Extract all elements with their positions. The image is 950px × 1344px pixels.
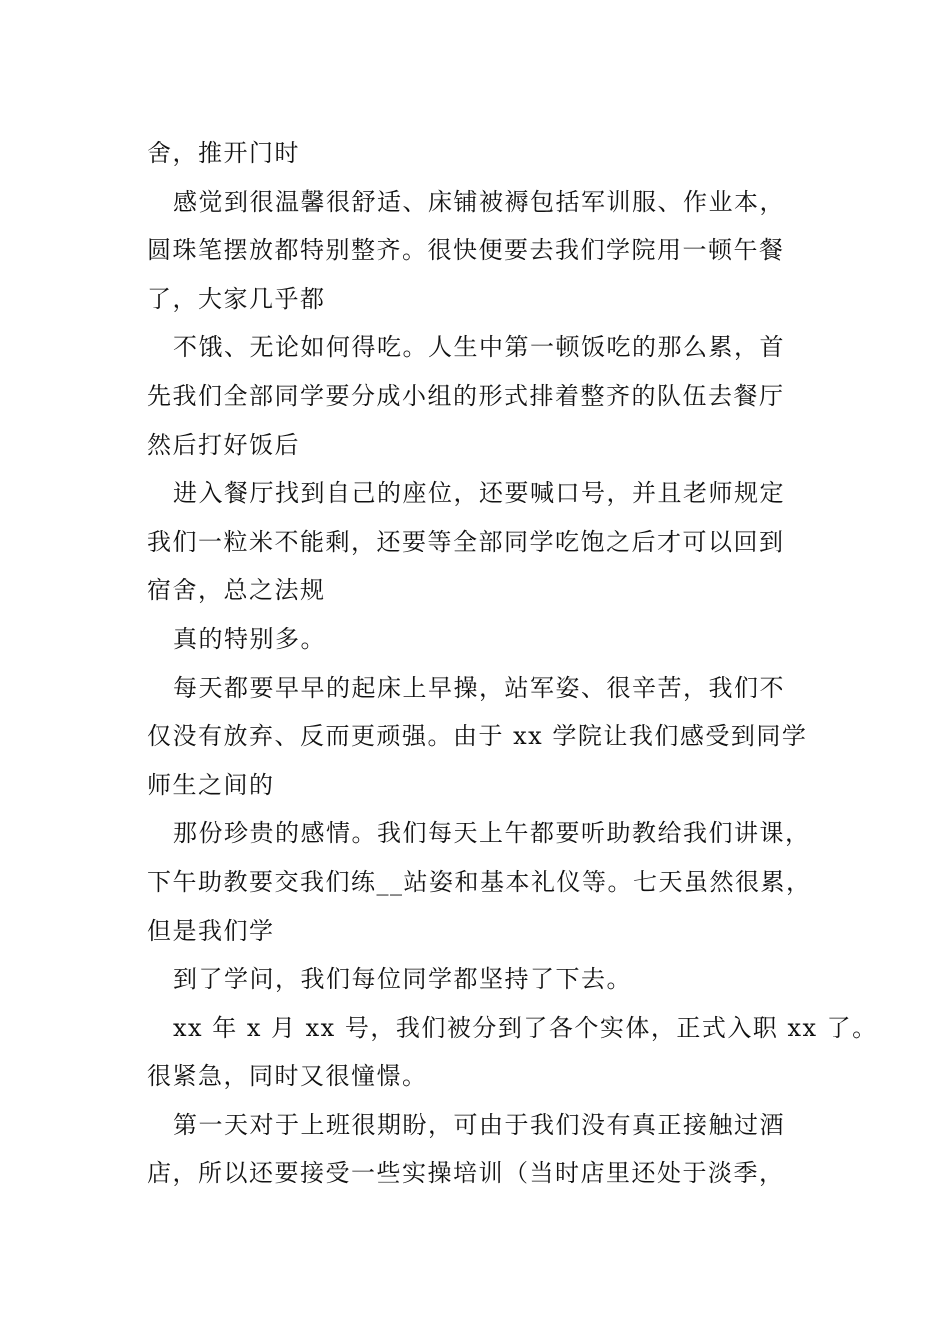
text-line: 下午助教要交我们练__站姿和基本礼仪等。七天虽然很累， — [147, 867, 812, 896]
text-line: 那份珍贵的感情。我们每天上午都要听助教给我们讲课， — [173, 819, 811, 848]
text-line: 师生之间的 — [147, 770, 275, 799]
text-line: 我们一粒米不能剩，还要等全部同学吃饱之后才可以回到 — [147, 527, 785, 556]
text-line: 仅没有放弃、反而更顽强。由于 xx 学院让我们感受到同学 — [147, 722, 808, 751]
text-line: 舍，推开门时 — [147, 139, 300, 167]
text-line: 很紧急，同时又很憧憬。 — [147, 1062, 428, 1091]
text-line: 感觉到很温馨很舒适、床铺被褥包括军训服、作业本， — [173, 187, 785, 216]
text-line: 真的特别多。 — [173, 624, 326, 653]
text-line: 每天都要早早的起床上早操，站军姿、很辛苦，我们不 — [173, 673, 785, 702]
text-line: 店，所以还要接受一些实操培训（当时店里还处于淡季， — [147, 1159, 785, 1188]
text-line: 圆珠笔摆放都特别整齐。很快便要去我们学院用一顿午餐 — [147, 236, 785, 265]
document-body — [147, 129, 878, 1198]
text-line: xx 年 x 月 xx 号，我们被分到了各个实体，正式入职 xx 了。 — [173, 1013, 878, 1042]
text-line: 了，大家几乎都 — [147, 284, 326, 313]
text-line: 先我们全部同学要分成小组的形式排着整齐的队伍去餐厅 — [147, 381, 785, 410]
text-line: 第一天对于上班很期盼，可由于我们没有真正接触过酒 — [173, 1110, 785, 1139]
text-line: 然后打好饭后 — [147, 430, 300, 459]
text-line: 但是我们学 — [147, 916, 275, 945]
text-line: 进入餐厅找到自己的座位，还要喊口号，并且老师规定 — [173, 479, 785, 508]
text-line: 不饿、无论如何得吃。人生中第一顿饭吃的那么累，首 — [173, 333, 785, 362]
text-line: 宿舍，总之法规 — [147, 576, 326, 605]
text-line: 到了学问，我们每位同学都坚持了下去。 — [173, 965, 632, 994]
